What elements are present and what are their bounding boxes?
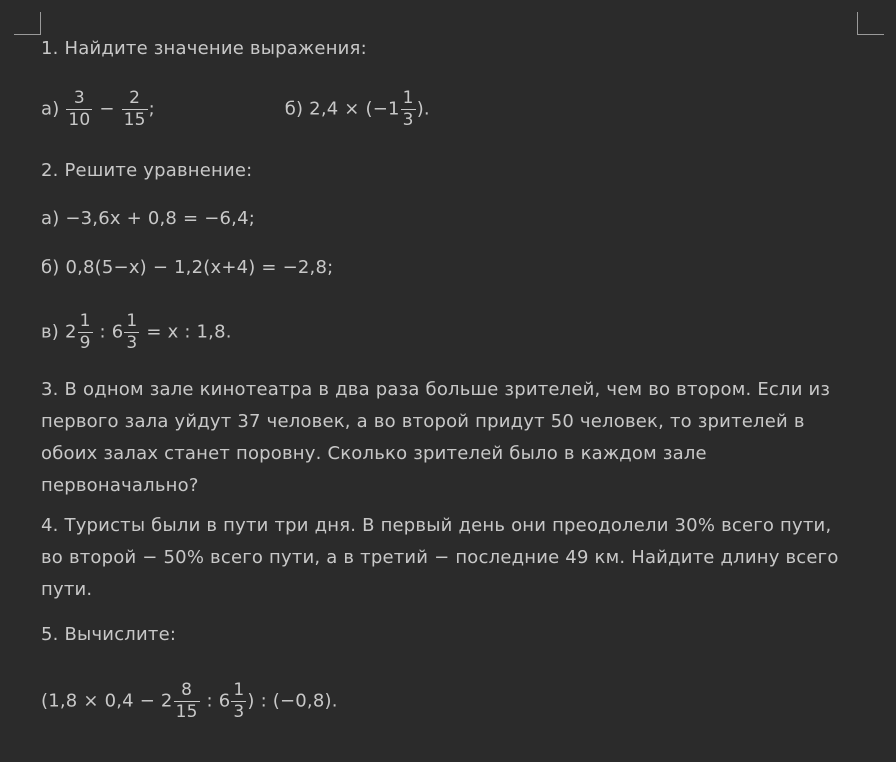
fraction-denominator: 3 bbox=[126, 333, 138, 353]
task5-expression bbox=[41, 680, 338, 723]
task2-c-fraction-1 bbox=[78, 311, 93, 354]
task1-b-fraction bbox=[401, 88, 416, 131]
task5-expr-mid: : 6 bbox=[200, 690, 231, 712]
task1-a-label: а) bbox=[41, 98, 60, 120]
page-corner-mark-right bbox=[857, 12, 884, 35]
fraction-denominator: 15 bbox=[175, 702, 198, 722]
fraction-denominator: 3 bbox=[402, 110, 414, 130]
task2-a: а) −3,6x + 0,8 = −6,4; bbox=[41, 208, 255, 229]
fraction-denominator: 10 bbox=[68, 110, 91, 130]
page-corner-mark-left bbox=[14, 12, 41, 35]
task2-c bbox=[41, 311, 232, 354]
fraction-numerator: 3 bbox=[73, 88, 85, 108]
task1-b-label: б) 2,4 × (−1 bbox=[284, 98, 400, 120]
fraction-denominator: 9 bbox=[79, 333, 91, 353]
task2-c-end: = x : 1,8. bbox=[140, 321, 232, 343]
task1-heading: 1. Найдите значение выражения: bbox=[41, 38, 367, 59]
task2-c-mid: : 6 bbox=[93, 321, 124, 343]
task5-fraction-1 bbox=[174, 680, 200, 723]
task4-text: 4. Туристы были в пути три дня. В первый день они преодолели 30% всего пути, во второй − 50% всего пути, а в третий − последние 49 км. Найдите длину всего пути. bbox=[41, 515, 839, 600]
task1-a-end: ; bbox=[148, 98, 155, 120]
task2-heading: 2. Решите уравнение: bbox=[41, 160, 253, 181]
task2-b: б) 0,8(5−x) − 1,2(x+4) = −2,8; bbox=[41, 257, 334, 278]
task1-expressions bbox=[41, 88, 430, 131]
fraction-numerator: 2 bbox=[129, 88, 141, 108]
fraction-denominator: 3 bbox=[233, 702, 245, 722]
task1-a-minus: − bbox=[99, 98, 115, 120]
task1-a-fraction-2 bbox=[122, 88, 148, 131]
fraction-numerator: 1 bbox=[233, 680, 245, 700]
task5-heading: 5. Вычислите: bbox=[41, 624, 177, 645]
fraction-numerator: 1 bbox=[402, 88, 414, 108]
fraction-denominator: 15 bbox=[123, 110, 146, 130]
fraction-numerator: 1 bbox=[126, 311, 138, 331]
task5-expr-start: (1,8 × 0,4 − 2 bbox=[41, 690, 173, 712]
task1-b-end: ). bbox=[416, 98, 430, 120]
task5-expr-end: ) : (−0,8). bbox=[247, 690, 338, 712]
task2-c-fraction-2 bbox=[124, 311, 139, 354]
fraction-numerator: 1 bbox=[79, 311, 91, 331]
task3-text: 3. В одном зале кинотеатра в два раза больше зрителей, чем во втором. Если из первого зала уйдут 37 человек, а во второй придут 50 человек, то зрителей в обоих залах станет поровну. Сколько зрителей было в каждом зале первоначально? bbox=[41, 379, 831, 496]
task5-fraction-2 bbox=[231, 680, 246, 723]
task1-a-fraction-1 bbox=[66, 88, 92, 131]
fraction-numerator: 8 bbox=[181, 680, 193, 700]
task2-c-label: в) 2 bbox=[41, 321, 77, 343]
